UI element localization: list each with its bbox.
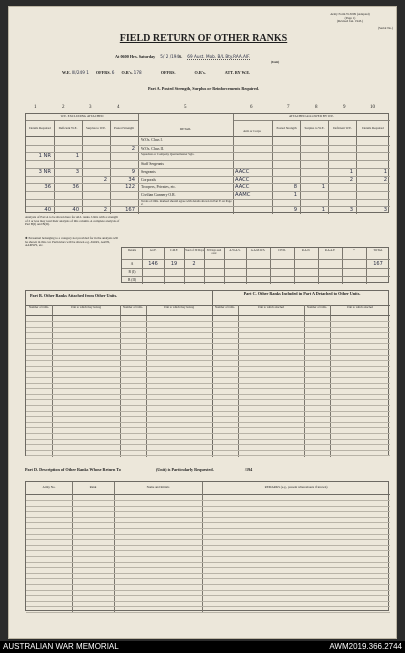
column-header: Number of O.Rs. (29, 305, 49, 309)
detail-cell (139, 207, 233, 215)
value-cell: 36 (44, 184, 51, 191)
archive-reference: AWM2019.366.2744 (329, 642, 402, 651)
value-cell: 3 NR (38, 168, 51, 175)
col-header: Deficient W.E. (333, 126, 352, 130)
col-number: 9 (343, 105, 346, 110)
value-cell (272, 137, 300, 145)
value-cell: 9 (293, 207, 297, 214)
col-number: 1 (34, 105, 37, 110)
analysis-header-cell: TOTAL (373, 248, 383, 252)
value-cell (328, 137, 356, 145)
analysis-value: 167 (373, 261, 383, 267)
col-header: Details Required (29, 126, 51, 130)
value-cell (110, 137, 138, 145)
value-cell: 1 (321, 184, 325, 191)
detail-cell: Sergeants (141, 169, 156, 174)
part-d-title-mid: (Unit) is Particularly Requested. (155, 467, 214, 472)
col-number: 7 (287, 105, 290, 110)
detail-cell: Civilian Gunnery O.R. (141, 192, 176, 197)
analysis-value: 146 (148, 261, 158, 267)
detail-cell: Troopers, Privates, etc. (141, 185, 176, 190)
at-line (115, 55, 395, 60)
ors-label: O.R's. (121, 70, 133, 75)
part-b-c-box (25, 290, 389, 456)
col-header: REMARKS (e.g., present whereabouts if known) (264, 485, 328, 489)
col-number: 5 (184, 105, 187, 110)
col-header: Deficient W.E. (58, 126, 78, 130)
detail-cell: W.Os. Class I. (141, 138, 163, 142)
part-a-row (26, 176, 390, 184)
att-label: ATT. BY W.E. (224, 70, 251, 75)
value-cell: 2 (103, 207, 107, 214)
col-number: 6 (250, 105, 253, 110)
detail-cell: Staff Sergeants (141, 162, 164, 167)
attached-allowed-header: ATTACHED ALLOWED BY W.E. (288, 114, 335, 118)
value-cell: 2 (131, 145, 135, 152)
offrs-label: OFFRS. (95, 70, 111, 75)
analysis-row-label: B (I) (128, 270, 136, 274)
detail-cell: Corporals (141, 177, 156, 182)
ors2-label: O.R's. (194, 70, 206, 75)
col-header: Army No. (42, 485, 56, 489)
analysis-header-cell: A.I.F. (149, 248, 157, 252)
detail-cell: W.Os. Class II. (141, 146, 164, 151)
value-cell: 34 (128, 176, 135, 183)
part-a-row (26, 152, 390, 160)
col-number: 2 (62, 105, 65, 110)
value-cell: AAMC (235, 191, 251, 198)
part-d-title-line (25, 468, 389, 473)
value-cell: 40 (44, 207, 51, 214)
analysis-row-label: A (130, 262, 134, 266)
col-header: Posted Strength (276, 126, 297, 130)
value-cell: 2 (349, 176, 353, 183)
analysis-header-cell: R.A.A.F. (324, 248, 336, 252)
value-cell: 1 (383, 168, 387, 175)
analysis-note: Analysis of Part A to be shown here for ALL ranks. Units with a strength of 2 or less may total their analysis of this column. A complete analysis of Part B(I) and B(II). (25, 215, 120, 227)
date-handwritten: 5/ 2 /194 (160, 54, 180, 59)
part-c-title: Part C. Other Ranks Included in Part A Detached to Other Units. (243, 291, 361, 296)
value-cell: 9 (131, 168, 135, 175)
offrs2-label: OFFRS. (160, 70, 176, 75)
ors-handwritten: 178 (133, 70, 142, 75)
value-cell (233, 137, 272, 145)
part-d-table (25, 481, 389, 611)
analysis-header-cell: A.W.A.S. (229, 248, 241, 252)
part-d-title: Part D. Description of Other Ranks Whose Return To (25, 467, 121, 472)
part-a-row (26, 183, 390, 191)
value-cell: 122 (125, 184, 135, 191)
archive-credit: AUSTRALIAN WAR MEMORIAL (3, 642, 119, 651)
analysis-header-cell: C.M.F. (169, 248, 179, 252)
column-header: Unit to which they belong (70, 305, 102, 309)
unit-label: (Unit) (271, 60, 280, 64)
analysis-header-cell: Details (127, 248, 137, 252)
col-header: Details Required (362, 126, 384, 130)
establishment-line (62, 71, 382, 76)
value-cell (54, 137, 82, 145)
detail-header: DETAIL (179, 127, 192, 131)
analysis-value: 2 (192, 261, 196, 267)
form-ref-line: (Serial No.) (377, 25, 393, 30)
value-cell: 3 (383, 207, 387, 214)
value-cell: AACC (235, 168, 250, 175)
col-number: 4 (117, 105, 120, 110)
unit-handwritten: 69 Aust. Mob. B/L Bty.RAA.AIF. (187, 54, 251, 59)
we-excluding-header: W.E. EXCLUDING ATTACHED (60, 114, 104, 118)
we-handwritten: III/249 1 (71, 70, 89, 75)
value-cell: 3 (349, 207, 353, 214)
col-number: 8 (315, 105, 318, 110)
archive-caption-bar (0, 641, 405, 653)
value-cell: AACC (235, 184, 250, 191)
analysis-header-cell: 30 Days and over (206, 248, 222, 256)
column-header: Number of O.Rs. (123, 305, 143, 309)
part-a-row (26, 206, 390, 214)
value-cell (300, 137, 328, 145)
detail-cell: Totals of ORs. marked should agree with details shown in Part E on Page 2. (141, 199, 232, 206)
value-cell: 1 NR (38, 153, 51, 160)
column-header: Unit to which attached (346, 305, 374, 309)
form-reference (307, 13, 393, 30)
col-header: Posted Strength (113, 126, 135, 130)
page-title: FIELD RETURN OF OTHER RANKS (119, 33, 288, 44)
column-header: Unit to which they belong (163, 305, 195, 309)
value-cell: 167 (125, 207, 135, 214)
value-cell: 1 (293, 191, 297, 198)
col-header: Rank (89, 485, 97, 489)
analysis-header-cell: A.A.M.W.S. (250, 248, 266, 252)
part-d-title-end: /194 (244, 467, 253, 472)
part-a-title: Part A. Posted Strength, Surplus or Reinforcements Required. (147, 86, 260, 91)
detail-cell: Squadron or Company Quartermaster Sgts. (141, 153, 195, 157)
part-a-row (26, 191, 390, 199)
value-cell (233, 207, 272, 215)
part-a-row (26, 145, 390, 153)
analysis-table (121, 247, 389, 283)
analysis-header-cell: * (353, 248, 355, 252)
col-header: Arm or Corps (243, 129, 261, 133)
offrs-handwritten: 6 (111, 70, 115, 75)
value-cell: AACC (235, 176, 250, 183)
value-cell: 2 (383, 176, 387, 183)
analysis-header-cell: Fixed of 30 Days (184, 248, 204, 252)
column-numbers (25, 105, 389, 112)
part-a-table (25, 113, 389, 213)
at-label: At 0600 Hrs. Saturday (115, 54, 156, 59)
form-ref-line: (Page 1) (344, 15, 356, 20)
asterisk-note: ✱ Personnel belonging to a category not provided for in the analysis will be shown in this col. Particulars will be shown e.g. AWAS, AANS, AAMWS, etc. (25, 236, 119, 248)
col-header: Surplus to W.E. (85, 126, 106, 130)
part-a-row (26, 160, 390, 168)
part-a-row (26, 137, 390, 145)
value-cell: 3 (75, 168, 79, 175)
value-cell: 36 (72, 184, 79, 191)
form-ref-line: Army Form W.3009 (Adapted) (330, 12, 370, 16)
value-cell: 1 (349, 168, 353, 175)
value-cell: 2 (103, 176, 107, 183)
analysis-row-label: B (II) (127, 278, 137, 282)
value-cell: 1 (75, 153, 79, 160)
value-cell (82, 137, 110, 145)
analysis-header-cell: CIVIL (278, 248, 286, 252)
form-page (8, 6, 397, 639)
value-cell: 8 (293, 184, 297, 191)
part-a-row (26, 168, 390, 176)
part-b-title: Part B. Other Ranks Attached from Other Units. (30, 293, 118, 298)
column-header: Number of O.Rs. (307, 305, 327, 309)
we-label: W.E. (62, 70, 71, 75)
analysis-value: 19 (170, 261, 178, 267)
value-cell (356, 137, 390, 145)
column-header: Unit to which attached (257, 305, 285, 309)
value-cell (26, 137, 54, 145)
column-header: Number of O.Rs. (215, 305, 235, 309)
value-cell: 40 (72, 207, 79, 214)
value-cell: 1 (321, 207, 325, 214)
form-ref-line: (Revised Jan. 1943.) (336, 19, 364, 24)
analysis-header-cell: R.A.N. (301, 248, 311, 252)
date-tail: 6. (179, 54, 183, 59)
col-header: Surplus to W.E. (304, 126, 325, 130)
part-a-row (26, 199, 390, 207)
col-number: 10 (370, 105, 375, 110)
col-number: 3 (89, 105, 92, 110)
col-header: Name and Initials (146, 485, 170, 489)
